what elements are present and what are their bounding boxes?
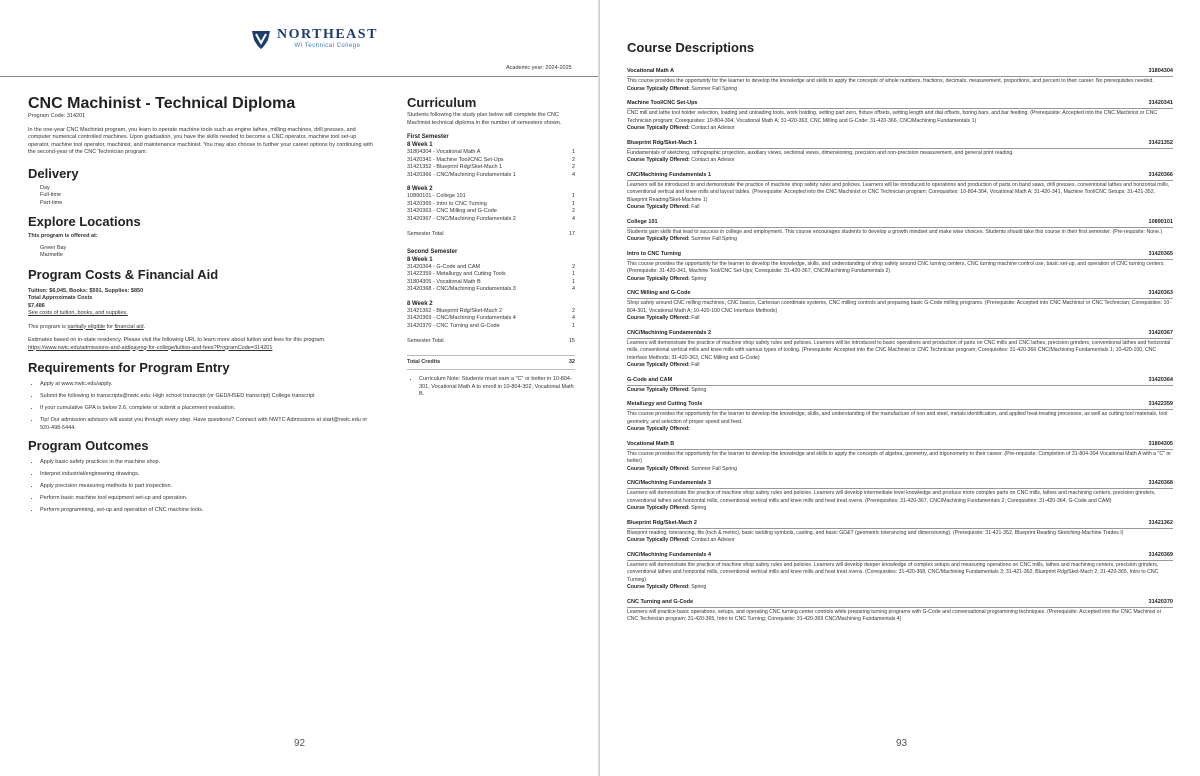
course-name: 31421352 - Blueprint Rdg/Sket-Mach 1 [407,164,503,170]
course-header [627,290,1173,299]
tuition-url-link[interactable]: https://www.nwtc.edu/admissions-and-aid/paying-for-college/tuition-and-fees?ProgramCode=314201 [28,344,273,351]
course-code: 31420368 [1148,480,1173,486]
offered-label: Course Typically Offered: [627,426,690,432]
week-label: 8 Week 2 [407,300,433,307]
course-code: 31420369 [1148,551,1173,558]
college-logo [250,28,378,50]
course-row [407,201,575,209]
course-name: 31804305 - Vocational Math B [407,278,481,285]
course-entry [627,251,1173,284]
offered-label: Course Typically Offered: [627,236,690,242]
offered-label: Course Typically Offered: [627,125,690,131]
offered-terms: Spring [691,584,707,590]
tuition-breakdown: Tuition: $6,045, Books: $591, Supplies: $850 [28,287,144,294]
course-entry [627,172,1173,212]
course-header [627,251,1173,260]
course-title: CNC/Machining Fundamentals 3 [627,480,712,486]
course-title: Vocational Math B [627,440,675,447]
course-description: Shop safety around CNC milling machines, CNC basics, Cartesian coordinate systems, CNC milling controls and preparing basic G-Code milling programs. (Prerequisite: Accepted into CNC Machinist or CNC Technician; Corequisites: 10-804-301, Vocational Math A; 10-420-100 CNC Interface Methods) [627,300,1171,314]
partially-eligible-link[interactable]: partially eligible [67,323,106,330]
course-code: 31420365 [1148,250,1173,257]
course-name: 31421362 - Blueprint Rdg/Sket-Mach 2 [407,307,503,314]
offered-label: Course Typically Offered: [627,465,690,472]
semester-total-value: 15 [568,338,575,344]
course-header [627,401,1173,410]
course-row [407,157,575,165]
estimates-note: Estimates based on in-state residency. Please visit the following URL to learn more about tuition and fees for this program. [28,337,326,343]
course-row [407,264,575,272]
course-code: 31420363 [1148,290,1173,296]
course-title: CNC/Machining Fundamentals 1 [627,171,712,178]
course-entry [627,520,1173,545]
course-offered [627,315,1173,323]
course-code: 31421362 [1148,519,1173,526]
course-description: Learners will practice basic operations, setups, and operating CNC turning center controls while preparing turning programs with G-Code and conversational programming techniques. (Prerequisite: Accepted into the CNC Machinist or CNC Technician program; 31-420-365, Intro to CNC Turning; Corequisite: 31-420-369 CNC/Machining Fundamentals 4) [627,608,1162,622]
offered-terms: Fall [691,362,700,368]
course-description: This course provides the opportunity for the learner to develop the knowledge and skills to apply the concepts of algebra, geometry, and trigonometry to their career. (Pre-requisite: Completion of 31-804-304 Vocational Math A with a "C" or better) [627,450,1171,464]
semester-name: First Semester [407,134,449,140]
course-credits: 1 [571,200,575,207]
course-entry [627,290,1173,323]
outcome-item: • Perform basic machine tool equipment set-up and operation. [40,495,378,503]
logo-text [277,28,378,50]
total-costs-value: $7,486 [28,302,45,309]
course-offered [627,236,1173,244]
left-page [0,0,599,776]
semester-total-value: 17 [568,231,575,237]
course-credits: 2 [571,307,575,314]
course-entry [627,599,1173,624]
outcomes-list [28,459,378,515]
course-offered [627,584,1173,592]
total-credits-label: Total Credits [407,358,441,365]
course-offered [627,387,1173,395]
requirement-item: • Tip! Our admission advisors will assist you through every step. Have questions? Connect with NWTC Admissions at start@nwtc.edu or 920-498-5444. [40,417,378,432]
course-title: Intro to CNC Turning [627,250,681,257]
course-entry [627,140,1173,165]
course-row [407,279,575,287]
course-title: Blueprint Rdg/Sket-Mach 1 [627,139,697,146]
logo-subtitle: WI Technical College [294,43,361,49]
offered-terms: Fall [691,204,700,210]
outcome-item: • Apply basic safety practices in the machine shop. [40,459,378,467]
course-row [407,315,575,323]
semester-total-label: Semester Total [407,231,444,237]
course-description: CNC mill and lathe tool holder selection, loading and unloading tools, work holding, setting part zero, fixture offsets, setting length and dial offsets, boring bars, and bar feeding. (Prerequisite: Accepted into the CNC Machinist or CNC Technician program; Corequisites: 10-804-304, Vocational Math A; 31-420-363, CNC Milling and G-Code; 31-420-366, CNC/Machining Fundamentals 1) [627,110,1158,124]
course-code: 31420341 [1148,100,1173,106]
course-credits: 4 [571,171,575,178]
page-number-left: 92 [294,738,306,749]
offered-terms: Summer Fall Spring [691,465,738,472]
program-code: Program Code: 314201 [28,113,86,119]
delivery-heading: Delivery [28,165,79,181]
offered-label: Course Typically Offered: [627,157,690,163]
semester-block [407,248,575,346]
course-offered [627,276,1173,284]
course-title: Machine Tool/CNC Set-Ups [627,100,698,106]
semester-block [407,133,575,239]
total-costs-label: Total Approximate Costs [28,295,93,301]
aid-text: . [143,323,146,330]
course-description: Learners will demonstrate the practice of machine shop safety rules and policies. Learners will develop deeper knowledge of complex setups and measuring operations on CNC mills, lathes and machining centers, precision grinders, conventional lathes and horizontal mills, conventional vertical mills and knee mills and heat treat ovens. (Corequisites: 31-420-368, CNC/Machining Fundamentals 3; 31-421-362, Blueprint Rdg/Sket-Mach 2; 31-420-365, Intro to CNC Turning) [627,561,1159,583]
course-code: 31804304 [1148,68,1173,74]
offered-terms: Contact an Advisor [691,125,735,131]
curriculum-column [407,95,575,403]
course-entry [627,377,1173,395]
course-name: 31804304 - Vocational Math A [407,149,481,155]
course-code: 31420364 [1148,376,1173,383]
course-code: 31420370 [1148,598,1173,605]
course-header [627,552,1173,561]
semester-total-row [407,338,575,346]
course-code: 10890101 [1148,218,1173,225]
course-credits: 1 [571,322,575,329]
course-name: 31420341 - Machine Tool/CNC Set-Ups [407,156,504,163]
financial-aid-link[interactable]: financial aid [114,323,144,330]
course-row [407,164,575,172]
course-credits: 1 [571,278,575,285]
course-offered [627,86,1173,94]
requirement-item: • If your cumulative GPA is below 2.6, complete or submit a placement evaluation. [40,405,378,413]
course-offered [627,537,1173,545]
course-title: CNC/Machining Fundamentals 2 [627,329,712,336]
total-credits-value: 32 [568,358,575,365]
course-description: Fundamentals of sketching, orthographic projection, auxiliary views, sectional views, dimensioning, precision and non-precision measurement, and general print reading. [627,149,1014,156]
requirements-list [28,381,378,432]
course-description: Learners will demonstrate the practice of machine shop safety rules and policies. Learners will be introduced to basic operations and production of parts on CNC mills and CNC lathes, precision grinders, conventional lathes and horizontal mills, conventional vertical mills and knee mills with various types of tooling. (Prerequisite: Accepted into the CNC Machinist or CNC Technician program; Corequisites: 31-420-366 CNC/Machining Fundamentals 1; 10-420-100, CNC Interface Methods; 31-420-363, CNC Milling and G-Code) [627,339,1171,361]
course-credits: 1 [571,271,575,277]
week-label: 8 Week 2 [407,186,433,192]
course-header [627,599,1173,608]
course-title: G-Code and CAM [627,376,673,383]
course-header [627,100,1173,109]
week-label: 8 Week 1 [407,256,433,263]
offered-terms: Spring [691,275,707,282]
course-description: This course provides the opportunity for the learner to develop the knowledge, skills, and understanding of shop safety around CNC turning centers, CNC turning machine control use, basic set-up, and operation of CNC turning centers. (Prerequisite: 31-420-341, Machine Tool/CNC Set-Ups; Corequisite: 31-420-367, CNC/Machining Fundamentals 2) [627,260,1165,274]
course-title: College 101 [627,218,658,225]
course-header [627,68,1173,77]
course-header [627,219,1173,228]
curriculum-note: • Curriculum Note: Students must earn a "C" or better in 10-804-301, Vocational Math A to enroll in 10-804-302, Vocational Math B. [419,376,575,399]
course-descriptions-title: Course Descriptions [627,40,755,55]
offered-label: Course Typically Offered: [627,584,690,590]
course-entry [627,330,1173,370]
page-number-right: 93 [896,738,908,749]
right-page [600,0,1200,776]
course-title: Blueprint Rdg/Sket-Mach 2 [627,519,697,526]
offered-terms: Spring [691,505,707,511]
offered-label: Course Typically Offered: [627,204,690,210]
course-row [407,271,575,279]
course-entry [627,401,1173,434]
course-title: Metallurgy and Cutting Tools [627,401,703,407]
course-offered [627,505,1173,513]
course-list [627,68,1173,631]
course-header [627,480,1173,489]
course-name: 31420370 - CNC Turning and G-Code [407,322,500,329]
program-info-column [28,95,378,519]
program-title: CNC Machinist - Technical Diploma [28,95,296,112]
course-header [627,330,1173,339]
course-title: Vocational Math A [627,68,675,74]
outcome-item: • Interpret industrial/engineering drawings. [40,471,378,479]
course-offered [627,157,1173,165]
semester-total-row [407,231,575,239]
course-code: 31804305 [1148,440,1173,447]
outcomes-heading: Program Outcomes [28,438,149,453]
course-title: CNC Turning and G-Code [627,598,694,605]
curriculum-intro: Students following the study plan below will complete the CNC Machinist technical diploma in the number of semesters shown. [407,112,562,126]
course-entry [627,441,1173,474]
course-name: 31420368 - CNC/Machining Fundamentals 3 [407,286,516,292]
locations-offered: This program is offered at: [28,233,98,239]
course-code: 31420366 [1148,171,1173,178]
total-divider [407,355,575,356]
curriculum-heading: Curriculum [407,95,477,110]
course-offered [627,125,1173,133]
requirement-item: • Submit the following to transcripts@nwtc.edu: High school transcript (or GED/HSED transcript) College transcript [40,393,378,401]
header-divider [0,76,598,77]
offered-label: Course Typically Offered: [627,505,690,511]
logo-name: NORTHEAST [277,27,378,42]
course-description: Learners will demonstrate the practice of machine shop safety rules and policies. Learners will develop intermediate level knowledge and produce more complex parts on CNC mills, lathes and machining centers, precision grinders, conventional lathes and horizontal mills, conventional vertical mills and knee mills and heat treat ovens. (Prerequisites: 31-420-367, CNC/Machining Fundamentals 2; Corequisites: 31-420-364, G-Code and CAM) [627,490,1156,504]
course-entry [627,552,1173,592]
locations-list [28,245,378,260]
course-entry [627,219,1173,244]
offered-label: Course Typically Offered: [627,315,690,321]
course-name: 31420365 - Intro to CNC Turning [407,200,487,207]
course-row [407,208,575,216]
course-name: 31420369 - CNC/Machining Fundamentals 4 [407,315,516,321]
locations-heading: Explore Locations [28,214,141,229]
course-name: 31420363 - CNC Milling and G-Code [407,208,497,214]
total-divider [407,369,575,370]
course-header [627,172,1173,181]
course-description: Learners will be introduced to and demonstrate the practice of machine shop safety rules and policies. Learners will be introduced to operations and production of parts on band saws, drill presses, conventional lathes and horizontal mills, conventional vertical and knee mills and layout tables. (Prerequisite: Accepted into the CNC Machinist or CNC Technician program; Corequisites: 10-804-304, Vocational Math A; 31-420-341, Machine Tool/CNC Setups; 31-421-352, Blueprint Reading/Sket-Machine 1) [627,181,1170,203]
see-costs-link[interactable]: See costs of tuition, books, and supplies. [28,310,128,316]
course-name: 31420364 - G-Code and CAM [407,263,481,270]
course-entry [627,100,1173,133]
offered-terms: Spring [691,386,707,393]
course-credits: 4 [571,286,575,292]
program-intro: In the one-year CNC Machinist program, you learn to operate machine tools such as engine lathes, milling machines, drill presses, and computer numerical controlled machines. Upon graduation, you have the skills needed to become a CNC operator, machine tool set-up operator, machine tool operator, machinist, and maintenance machinist. You may also choose to further your career options by continuing with the second-year of the CNC Technician program. [28,126,373,155]
course-credits: 1 [571,149,575,155]
curriculum-notes [407,376,575,399]
shield-logo-icon [250,28,272,50]
course-offered [627,426,1173,434]
course-credits: 2 [571,208,575,214]
aid-text: This program is [28,323,68,330]
costs-heading: Program Costs & Financial Aid [28,266,219,282]
location-item: Marinette [40,252,63,258]
course-code: 31420367 [1148,329,1173,336]
course-row [407,308,575,316]
course-row [407,172,575,180]
offered-label: Course Typically Offered: [627,362,690,368]
course-header [627,140,1173,149]
course-description: This course provides the opportunity for the learner to develop the knowledge and skills to apply the concepts of whole numbers, fractions, decimals, measurement, proportions, and percent to their career. No prerequisites needed. [627,78,1154,84]
aid-text: for [105,323,115,330]
offered-label: Course Typically Offered: [627,537,690,543]
course-description: This course provides the opportunity for the learner to develop the knowledge, skills, and understanding of the manufacture of iron and steel, metals identification, and applied heat-treating processes, as well as cutting tool materials, tool geometry, and selection of proper speed and feed. [627,411,1168,425]
course-name: 31420367 - CNC/Machining Fundamentals 2 [407,215,516,222]
course-title: CNC Milling and G-Code [627,290,691,296]
course-header [627,520,1173,529]
requirement-item: • Apply at www.nwtc.edu/apply. [40,381,378,389]
course-row [407,149,575,157]
course-credits: 4 [571,315,575,321]
course-header [627,441,1173,450]
week-label: 8 Week 1 [407,142,433,148]
course-credits: 2 [571,263,575,270]
outcome-item: • Perform programming, set-up and operation of CNC machine tools. [40,507,378,515]
course-offered [627,204,1173,212]
delivery-item: Day [40,184,50,191]
course-name: 31422359 - Metallurgy and Cutting Tools [407,271,506,277]
course-offered [627,466,1173,474]
course-credits: 1 [571,193,575,199]
delivery-list [28,185,378,208]
academic-year: Academic year: 2024-2025 [506,65,572,71]
course-name: 31420366 - CNC/Machining Fundamentals 1 [407,171,516,178]
offered-label: Course Typically Offered: [627,275,690,282]
outcome-item: • Apply precision measuring methods to part inspection. [40,483,378,491]
course-title: CNC/Machining Fundamentals 4 [627,551,712,558]
course-credits: 4 [571,215,575,222]
course-code: 31421352 [1148,139,1173,146]
course-entry [627,480,1173,513]
offered-label: Course Typically Offered: [627,85,690,92]
course-name: 10890101 - College 101 [407,193,466,199]
offered-terms: Fall [691,315,700,321]
offered-terms: Summer Fall Spring [691,85,738,92]
offered-terms: Contact an Advisor [691,537,735,543]
location-item: Green Bay [40,244,67,251]
course-row [407,216,575,224]
aid-eligibility [28,324,378,332]
requirements-heading: Requirements for Program Entry [28,360,230,375]
course-row [407,323,575,331]
offered-terms: Contact an Advisor [691,157,735,163]
course-credits: 2 [571,156,575,163]
course-code: 31422359 [1148,401,1173,407]
course-row [407,286,575,294]
offered-terms: Summer Fall Spring [691,236,738,242]
total-credits-row [407,359,575,367]
course-description: Students gain skills that lead to success in college and employment. This course encourages students to develop a growth mindset and make wise choices. Students should take this course in their first semester. (Pre-requisite: None.) [627,228,1163,235]
course-entry [627,68,1173,93]
delivery-item: Full-time [40,192,62,198]
semester-total-label: Semester Total [407,338,444,344]
course-header [627,377,1173,386]
delivery-item: Part-time [40,199,63,206]
course-credits: 2 [571,164,575,170]
course-offered [627,362,1173,370]
semester-name: Second Semester [407,248,458,255]
course-description: Blueprint reading, tolerancing, fits (inch & metric), basic welding symbols, casting, and basic GD&T (geometric tolerancing and dimensioning). (Prerequisite: 31-421-352, Blueprint Reading Sketching-Machine Trades I) [627,529,1124,536]
course-row [407,193,575,201]
offered-label: Course Typically Offered: [627,386,690,393]
